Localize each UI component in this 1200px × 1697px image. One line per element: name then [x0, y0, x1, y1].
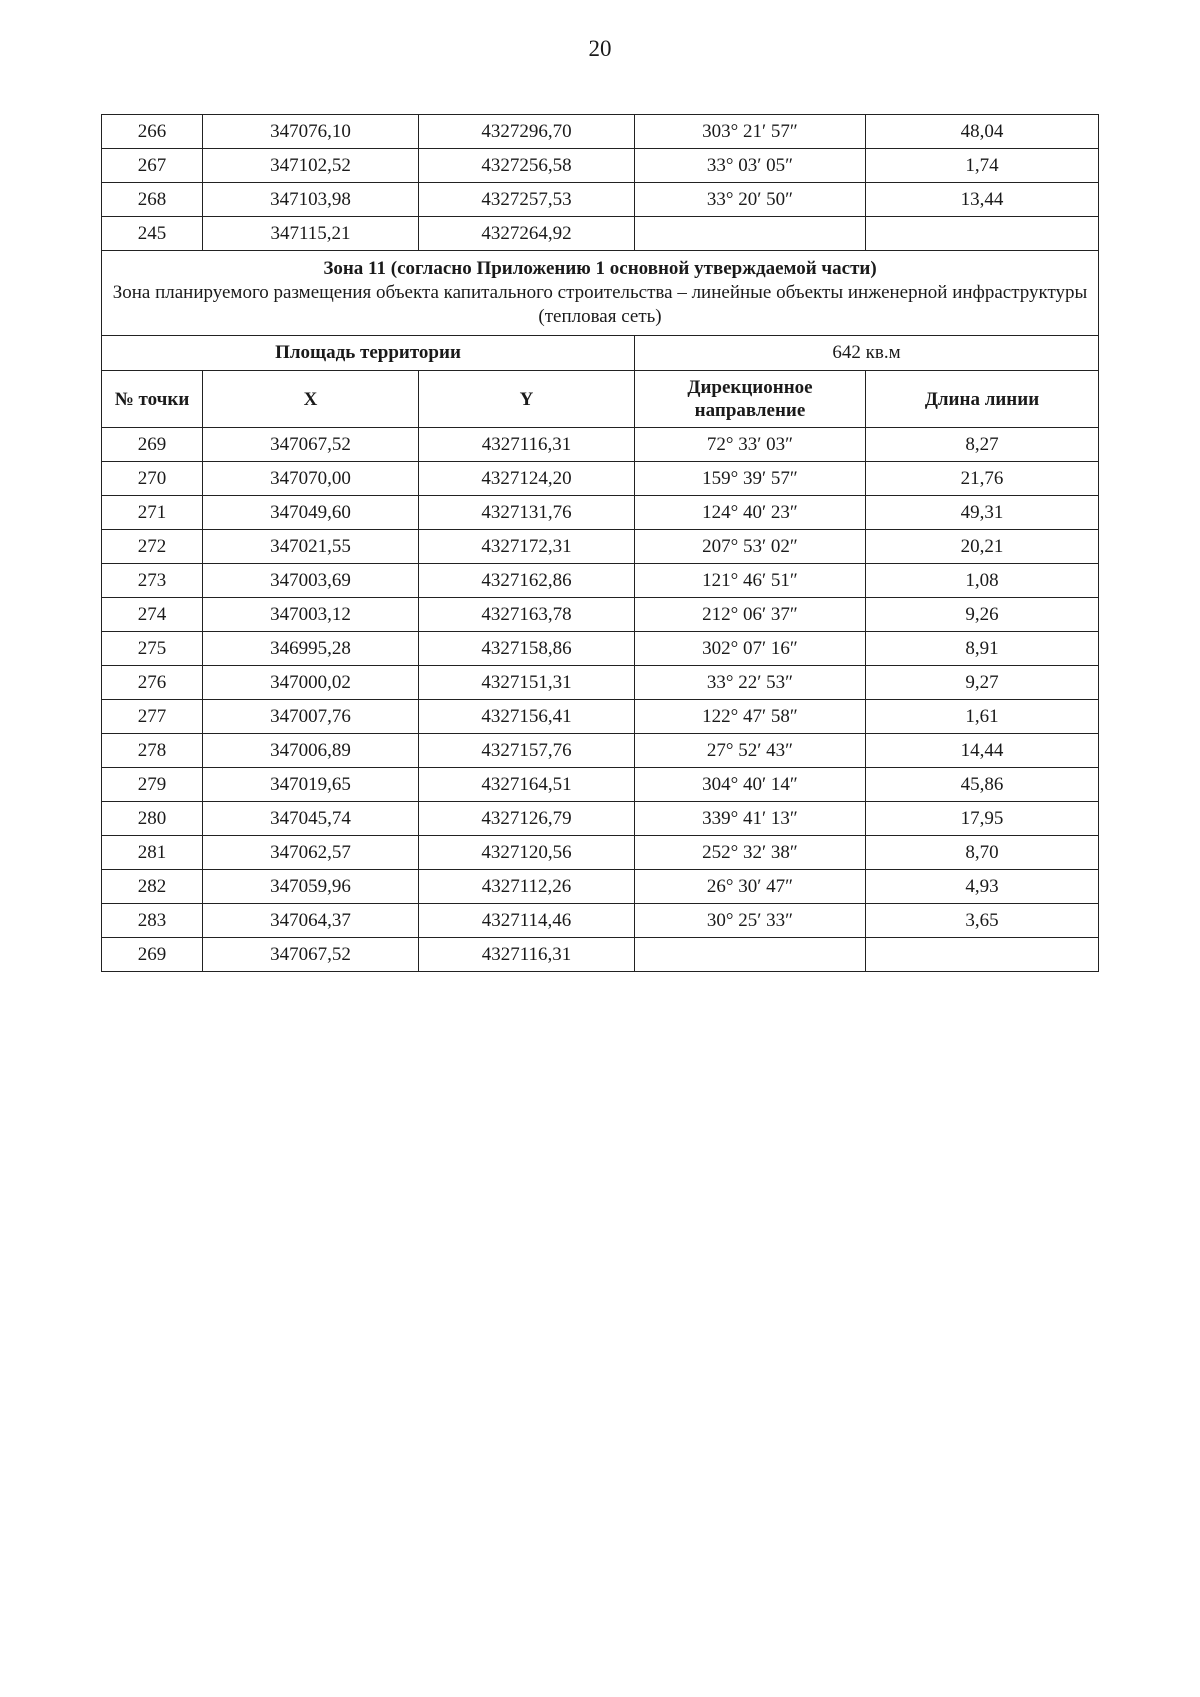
y-cell: 4327164,51 [419, 768, 635, 802]
table-row [102, 768, 1099, 802]
x-cell: 347115,21 [203, 217, 419, 251]
table-row [102, 183, 1099, 217]
direction-cell: 33° 20′ 50″ [635, 183, 866, 217]
header-y: Y [419, 371, 635, 428]
x-cell: 347007,76 [203, 700, 419, 734]
point-number-cell: 277 [102, 700, 203, 734]
x-cell: 347064,37 [203, 904, 419, 938]
direction-cell: 212° 06′ 37″ [635, 598, 866, 632]
area-value: 642 кв.м [635, 336, 1099, 371]
x-cell: 347045,74 [203, 802, 419, 836]
top-rows-body [102, 115, 1099, 251]
length-cell: 8,91 [866, 632, 1099, 666]
length-cell: 13,44 [866, 183, 1099, 217]
point-number-cell: 279 [102, 768, 203, 802]
column-header-row [102, 371, 1099, 428]
direction-cell: 30° 25′ 33″ [635, 904, 866, 938]
y-cell: 4327116,31 [419, 428, 635, 462]
length-cell: 20,21 [866, 530, 1099, 564]
direction-cell: 27° 52′ 43″ [635, 734, 866, 768]
zone-heading-row [102, 251, 1099, 336]
direction-cell [635, 938, 866, 972]
length-cell: 9,27 [866, 666, 1099, 700]
table-row [102, 149, 1099, 183]
page-number: 20 [588, 36, 612, 61]
point-number-cell: 283 [102, 904, 203, 938]
area-row [102, 336, 1099, 371]
length-cell: 8,27 [866, 428, 1099, 462]
length-cell: 1,74 [866, 149, 1099, 183]
direction-cell: 252° 32′ 38″ [635, 836, 866, 870]
point-number-cell: 276 [102, 666, 203, 700]
y-cell: 4327256,58 [419, 149, 635, 183]
length-cell: 9,26 [866, 598, 1099, 632]
point-number-cell: 272 [102, 530, 203, 564]
length-cell: 3,65 [866, 904, 1099, 938]
length-cell: 45,86 [866, 768, 1099, 802]
table-row [102, 462, 1099, 496]
direction-cell: 33° 22′ 53″ [635, 666, 866, 700]
length-cell: 17,95 [866, 802, 1099, 836]
x-cell: 347019,65 [203, 768, 419, 802]
length-cell [866, 938, 1099, 972]
y-cell: 4327114,46 [419, 904, 635, 938]
direction-cell: 124° 40′ 23″ [635, 496, 866, 530]
direction-cell: 304° 40′ 14″ [635, 768, 866, 802]
y-cell: 4327126,79 [419, 802, 635, 836]
zone-heading-cell [102, 251, 1099, 336]
length-cell: 48,04 [866, 115, 1099, 149]
table-row [102, 802, 1099, 836]
direction-cell: 339° 41′ 13″ [635, 802, 866, 836]
direction-cell [635, 217, 866, 251]
table-row [102, 904, 1099, 938]
x-cell: 347102,52 [203, 149, 419, 183]
y-cell: 4327116,31 [419, 938, 635, 972]
zone-rows-body [102, 428, 1099, 972]
direction-cell: 159° 39′ 57″ [635, 462, 866, 496]
zone-section [102, 251, 1099, 428]
point-number-cell: 271 [102, 496, 203, 530]
point-number-cell: 269 [102, 938, 203, 972]
point-number-cell: 266 [102, 115, 203, 149]
table-row [102, 938, 1099, 972]
length-cell: 14,44 [866, 734, 1099, 768]
direction-cell: 72° 33′ 03″ [635, 428, 866, 462]
x-cell: 346995,28 [203, 632, 419, 666]
point-number-cell: 268 [102, 183, 203, 217]
table-row [102, 564, 1099, 598]
x-cell: 347103,98 [203, 183, 419, 217]
length-cell: 4,93 [866, 870, 1099, 904]
y-cell: 4327162,86 [419, 564, 635, 598]
x-cell: 347076,10 [203, 115, 419, 149]
length-cell: 1,08 [866, 564, 1099, 598]
table-row [102, 217, 1099, 251]
length-cell: 49,31 [866, 496, 1099, 530]
coordinates-table [101, 114, 1099, 972]
table-row [102, 598, 1099, 632]
point-number-cell: 270 [102, 462, 203, 496]
point-number-cell: 273 [102, 564, 203, 598]
x-cell: 347070,00 [203, 462, 419, 496]
header-x: X [203, 371, 419, 428]
y-cell: 4327120,56 [419, 836, 635, 870]
x-cell: 347059,96 [203, 870, 419, 904]
x-cell: 347067,52 [203, 428, 419, 462]
y-cell: 4327131,76 [419, 496, 635, 530]
direction-cell: 33° 03′ 05″ [635, 149, 866, 183]
x-cell: 347021,55 [203, 530, 419, 564]
direction-cell: 302° 07′ 16″ [635, 632, 866, 666]
y-cell: 4327257,53 [419, 183, 635, 217]
header-direction: Дирекционное направление [635, 371, 866, 428]
y-cell: 4327124,20 [419, 462, 635, 496]
point-number-cell: 275 [102, 632, 203, 666]
length-cell: 21,76 [866, 462, 1099, 496]
x-cell: 347067,52 [203, 938, 419, 972]
y-cell: 4327264,92 [419, 217, 635, 251]
direction-cell: 121° 46′ 51″ [635, 564, 866, 598]
direction-cell: 207° 53′ 02″ [635, 530, 866, 564]
y-cell: 4327296,70 [419, 115, 635, 149]
point-number-cell: 267 [102, 149, 203, 183]
point-number-cell: 278 [102, 734, 203, 768]
y-cell: 4327156,41 [419, 700, 635, 734]
header-line-length: Длина линии [866, 371, 1099, 428]
y-cell: 4327157,76 [419, 734, 635, 768]
direction-cell: 303° 21′ 57″ [635, 115, 866, 149]
zone-title: Зона 11 (согласно Приложению 1 основной утверждаемой части) [323, 258, 877, 279]
table-row [102, 428, 1099, 462]
table-row [102, 836, 1099, 870]
y-cell: 4327151,31 [419, 666, 635, 700]
x-cell: 347003,69 [203, 564, 419, 598]
table-row [102, 700, 1099, 734]
point-number-cell: 245 [102, 217, 203, 251]
length-cell: 1,61 [866, 700, 1099, 734]
y-cell: 4327112,26 [419, 870, 635, 904]
table-row [102, 496, 1099, 530]
direction-cell: 26° 30′ 47″ [635, 870, 866, 904]
x-cell: 347062,57 [203, 836, 419, 870]
length-cell [866, 217, 1099, 251]
table-row [102, 734, 1099, 768]
point-number-cell: 282 [102, 870, 203, 904]
point-number-cell: 280 [102, 802, 203, 836]
y-cell: 4327163,78 [419, 598, 635, 632]
zone-description: Зона планируемого размещения объекта капитального строительства – линейные объекты инженерной инфраструктуры (тепловая сеть) [112, 282, 1088, 327]
x-cell: 347003,12 [203, 598, 419, 632]
table-row [102, 632, 1099, 666]
header-point-number: № точки [102, 371, 203, 428]
point-number-cell: 281 [102, 836, 203, 870]
x-cell: 347006,89 [203, 734, 419, 768]
y-cell: 4327172,31 [419, 530, 635, 564]
table-row [102, 870, 1099, 904]
area-label: Площадь территории [102, 336, 635, 371]
table-row [102, 115, 1099, 149]
direction-cell: 122° 47′ 58″ [635, 700, 866, 734]
length-cell: 8,70 [866, 836, 1099, 870]
x-cell: 347049,60 [203, 496, 419, 530]
x-cell: 347000,02 [203, 666, 419, 700]
table-row [102, 530, 1099, 564]
point-number-cell: 274 [102, 598, 203, 632]
y-cell: 4327158,86 [419, 632, 635, 666]
table-row [102, 666, 1099, 700]
point-number-cell: 269 [102, 428, 203, 462]
